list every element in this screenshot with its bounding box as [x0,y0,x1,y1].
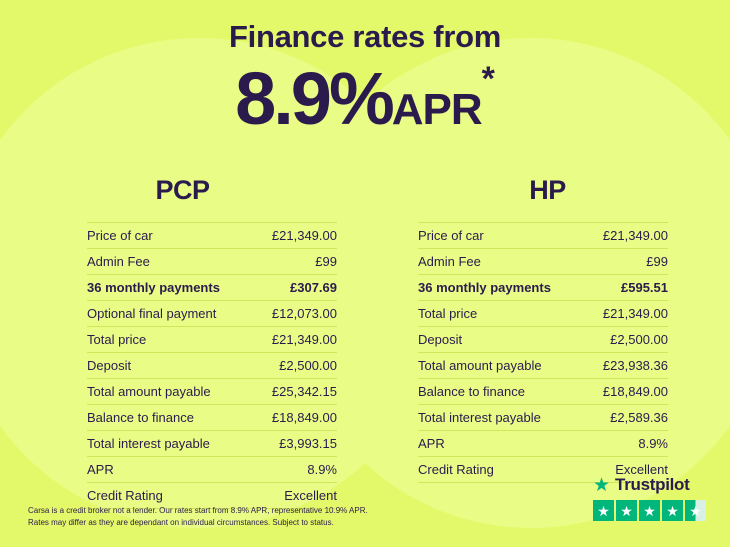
row-value: £25,342.15 [271,384,337,400]
row-value: £21,349.00 [602,306,668,322]
row-value: £2,589.36 [610,410,668,426]
table-row [418,405,668,431]
star-icon [593,500,614,521]
table-row [418,431,668,457]
column-hp-title: HP [529,175,566,206]
comparison-columns [0,175,730,509]
table-row [418,301,668,327]
table-row [87,222,337,249]
page-title: Finance rates from [229,19,501,54]
trustpilot-label: Trustpilot [615,475,690,494]
table-row [418,327,668,353]
row-value: £23,938.36 [602,358,668,374]
star-icon [639,500,660,521]
rate-apr-label: APR [391,85,482,135]
row-value: £21,349.00 [271,228,337,244]
table-row [418,379,668,405]
row-label: Deposit [87,358,132,374]
row-value: £18,849.00 [602,384,668,400]
table-row [418,353,668,379]
row-value: 8.9% [638,436,668,452]
disclaimer-line-2: Rates may differ as they are dependant on individual circumstances. Subject to status. [28,518,334,527]
column-pcp-title: PCP [155,175,210,206]
star-icon [662,500,683,521]
table-row [418,275,668,301]
row-value: £3,993.15 [279,436,337,452]
hp-table [418,222,668,483]
table-row [87,275,337,301]
column-hp [365,175,730,509]
row-value: Excellent [615,462,668,478]
row-label: Price of car [87,228,153,244]
headline-rate [0,56,730,141]
star-glyph: ★ [620,502,633,519]
column-pcp [0,175,365,509]
row-label: APR [87,462,114,478]
table-row [87,353,337,379]
row-value: £307.69 [290,280,337,296]
row-label: Total amount payable [418,358,542,374]
star-icon-half [685,500,706,521]
table-row [418,222,668,249]
row-label: Balance to finance [87,410,194,426]
row-value: £99 [646,254,668,270]
row-value: £99 [315,254,337,270]
row-label: 36 monthly payments [87,280,220,296]
row-label: Admin Fee [418,254,481,270]
row-label: Credit Rating [87,488,163,504]
row-label: Total interest payable [87,436,210,452]
table-row [87,249,337,275]
table-row [87,301,337,327]
row-value: £18,849.00 [271,410,337,426]
star-glyph: ★ [689,502,702,519]
table-row [87,405,337,431]
row-label: APR [418,436,445,452]
row-label: 36 monthly payments [418,280,551,296]
row-value: £2,500.00 [610,332,668,348]
row-label: Total price [87,332,147,348]
row-label: Balance to finance [418,384,525,400]
row-label: Total interest payable [418,410,541,426]
row-label: Total amount payable [87,384,211,400]
row-label: Deposit [418,332,463,348]
star-glyph: ★ [643,502,656,519]
row-label: Optional final payment [87,306,217,322]
table-row [87,431,337,457]
table-row [87,327,337,353]
row-label: Price of car [418,228,484,244]
table-row [87,457,337,483]
rate-number: 8.9% [235,57,392,141]
star-glyph: ★ [666,502,679,519]
trustpilot-star-icon: ★ [593,474,611,496]
star-glyph: ★ [597,502,610,519]
row-label: Total price [418,306,478,322]
row-value: £12,073.00 [271,306,337,322]
row-value: £2,500.00 [279,358,337,374]
disclaimer-line-1: Carsa is a credit broker not a lender. Our rates start from 8.9% APR, representative 10.9% APR. [28,506,368,515]
trustpilot-logo [593,475,706,495]
row-value: Excellent [284,488,337,504]
disclaimer [28,505,368,529]
trustpilot-rating [593,475,706,521]
row-value: £21,349.00 [271,332,337,348]
table-row [87,379,337,405]
row-value: £595.51 [621,280,668,296]
row-value: 8.9% [307,462,337,478]
trustpilot-stars [593,500,706,521]
table-row [418,249,668,275]
star-icon [616,500,637,521]
pcp-table [87,222,337,509]
rate-asterisk: * [481,60,495,99]
row-label: Admin Fee [87,254,150,270]
row-label: Credit Rating [418,462,494,478]
row-value: £21,349.00 [602,228,668,244]
